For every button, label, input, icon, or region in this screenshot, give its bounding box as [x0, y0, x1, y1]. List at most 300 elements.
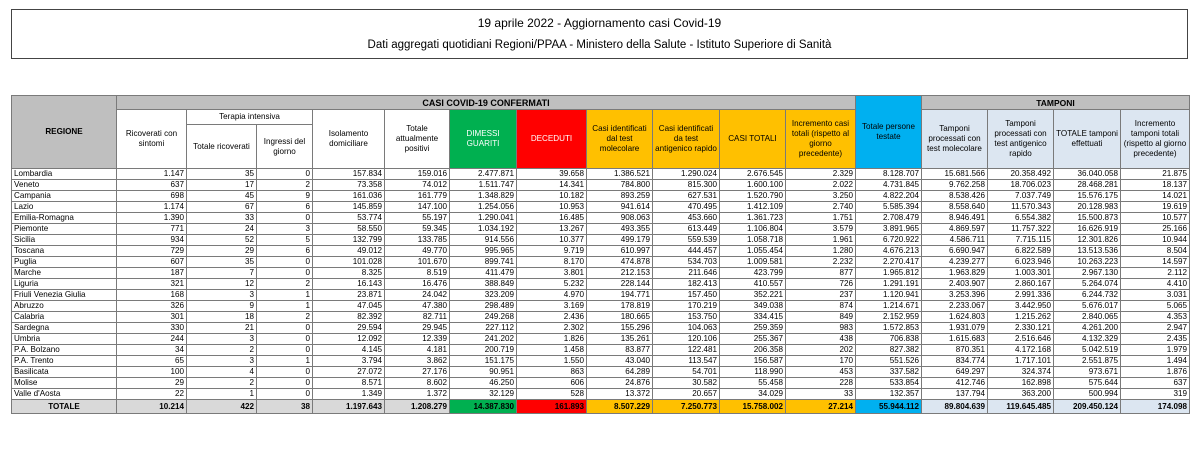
cell-isolamento: 157.834 — [313, 169, 385, 180]
cell-molecolare: 155.296 — [587, 323, 653, 334]
cell-deceduti: 8.170 — [517, 257, 587, 268]
cell-casi-totali: 423.799 — [720, 268, 786, 279]
cell-incremento: 202 — [786, 345, 856, 356]
cell-region-name: Veneto — [12, 180, 117, 191]
cell-ti-ingressi: 0 — [257, 334, 313, 345]
cell-ricoverati: 1.390 — [117, 213, 187, 224]
cell-incremento: 849 — [786, 312, 856, 323]
cell-persone-testate: 1.572.853 — [856, 323, 922, 334]
cell-region-name: Abruzzo — [12, 301, 117, 312]
cell-tamponi-molecolare: 8.946.491 — [922, 213, 988, 224]
cell-molecolare: 941.614 — [587, 202, 653, 213]
cell-tamponi-incremento: 25.166 — [1121, 224, 1190, 235]
cell-deceduti: 5.232 — [517, 279, 587, 290]
cell-tamponi-incremento: 10.944 — [1121, 235, 1190, 246]
cell-persone-testate: 1.291.191 — [856, 279, 922, 290]
cell-ti-ingressi: 0 — [257, 345, 313, 356]
cell-ti-totale: 1 — [187, 389, 257, 400]
total-ti-totale: 422 — [187, 400, 257, 414]
cell-ricoverati: 1.147 — [117, 169, 187, 180]
cell-ricoverati: 187 — [117, 268, 187, 279]
cell-dimessi: 32.129 — [450, 389, 517, 400]
cell-dimessi: 249.268 — [450, 312, 517, 323]
cell-ricoverati: 168 — [117, 290, 187, 301]
cell-region-name: Sicilia — [12, 235, 117, 246]
cell-region-name: Marche — [12, 268, 117, 279]
cell-tamponi-incremento: 319 — [1121, 389, 1190, 400]
cell-ricoverati: 771 — [117, 224, 187, 235]
table-row — [12, 356, 1190, 367]
cell-isolamento: 16.143 — [313, 279, 385, 290]
cell-tamponi-totale: 15.500.873 — [1054, 213, 1121, 224]
cell-antigenico: 453.660 — [653, 213, 720, 224]
cell-region-name: Valle d'Aosta — [12, 389, 117, 400]
table-row — [12, 389, 1190, 400]
cell-tamponi-totale: 500.994 — [1054, 389, 1121, 400]
col-header-dimessi: DIMESSI GUARITI — [450, 110, 517, 169]
cell-ti-ingressi: 6 — [257, 246, 313, 257]
cell-tamponi-totale: 2.967.130 — [1054, 268, 1121, 279]
cell-dimessi: 1.034.192 — [450, 224, 517, 235]
cell-positivi: 8.519 — [385, 268, 450, 279]
col-header-tamponi-incremento: Incremento tamponi totali (rispetto al giorno precedente) — [1121, 110, 1190, 169]
col-header-persone-testate: Totale persone testate — [856, 96, 922, 169]
cell-ti-ingressi: 0 — [257, 169, 313, 180]
cell-tamponi-antigenico: 20.358.492 — [988, 169, 1054, 180]
cell-dimessi: 388.849 — [450, 279, 517, 290]
cell-ti-ingressi: 0 — [257, 378, 313, 389]
cell-dimessi: 90.951 — [450, 367, 517, 378]
cell-persone-testate: 2.270.417 — [856, 257, 922, 268]
table-row — [12, 279, 1190, 290]
cell-positivi: 24.042 — [385, 290, 450, 301]
cell-tamponi-antigenico: 6.554.382 — [988, 213, 1054, 224]
cell-molecolare: 24.876 — [587, 378, 653, 389]
cell-molecolare: 180.665 — [587, 312, 653, 323]
report-source-subtitle: Dati aggregati quotidiani Regioni/PPAA - Ministero della Salute - Istituto Superiore di Sanità — [367, 39, 832, 51]
cell-persone-testate: 3.891.965 — [856, 224, 922, 235]
total-region-name: TOTALE — [12, 400, 117, 414]
cell-region-name: Campania — [12, 191, 117, 202]
cell-dimessi: 2.477.871 — [450, 169, 517, 180]
cell-tamponi-molecolare: 1.963.829 — [922, 268, 988, 279]
cell-isolamento: 1.349 — [313, 389, 385, 400]
cell-casi-totali: 1.009.581 — [720, 257, 786, 268]
cell-ti-totale: 35 — [187, 169, 257, 180]
cell-ti-totale: 2 — [187, 378, 257, 389]
cell-tamponi-incremento: 2.435 — [1121, 334, 1190, 345]
cell-molecolare: 64.289 — [587, 367, 653, 378]
cell-dimessi: 241.202 — [450, 334, 517, 345]
cell-ti-ingressi: 1 — [257, 290, 313, 301]
cell-ti-ingressi: 0 — [257, 257, 313, 268]
cell-isolamento: 29.594 — [313, 323, 385, 334]
cell-positivi: 16.476 — [385, 279, 450, 290]
cell-antigenico: 54.701 — [653, 367, 720, 378]
cell-dimessi: 323.209 — [450, 290, 517, 301]
col-header-casi-totali: CASI TOTALI — [720, 110, 786, 169]
cell-tamponi-antigenico: 7.037.749 — [988, 191, 1054, 202]
cell-molecolare: 228.144 — [587, 279, 653, 290]
cell-region-name: Lazio — [12, 202, 117, 213]
cell-antigenico: 120.106 — [653, 334, 720, 345]
cell-ricoverati: 1.174 — [117, 202, 187, 213]
cell-tamponi-totale: 5.042.519 — [1054, 345, 1121, 356]
cell-antigenico: 444.457 — [653, 246, 720, 257]
cell-ti-totale: 4 — [187, 367, 257, 378]
cell-positivi: 8.602 — [385, 378, 450, 389]
total-molecolare: 8.507.229 — [587, 400, 653, 414]
cell-persone-testate: 1.120.941 — [856, 290, 922, 301]
cell-positivi: 12.339 — [385, 334, 450, 345]
cell-isolamento: 23.871 — [313, 290, 385, 301]
cell-isolamento: 4.145 — [313, 345, 385, 356]
cell-antigenico: 182.413 — [653, 279, 720, 290]
cell-tamponi-molecolare: 412.746 — [922, 378, 988, 389]
cell-dimessi: 899.741 — [450, 257, 517, 268]
cell-deceduti: 9.719 — [517, 246, 587, 257]
cell-ti-totale: 21 — [187, 323, 257, 334]
cell-region-name: Sardegna — [12, 323, 117, 334]
cell-persone-testate: 2.708.479 — [856, 213, 922, 224]
col-header-regione: REGIONE — [12, 96, 117, 169]
cell-casi-totali: 1.106.804 — [720, 224, 786, 235]
cell-ti-ingressi: 6 — [257, 202, 313, 213]
cell-deceduti: 2.302 — [517, 323, 587, 334]
table-row — [12, 180, 1190, 191]
cell-ti-ingressi: 0 — [257, 213, 313, 224]
cell-tamponi-molecolare: 2.403.907 — [922, 279, 988, 290]
cell-incremento: 877 — [786, 268, 856, 279]
col-header-tamponi-antigenico: Tamponi processati con test antigenico rapido — [988, 110, 1054, 169]
cell-deceduti: 3.169 — [517, 301, 587, 312]
table-body — [12, 169, 1190, 414]
cell-dimessi: 298.489 — [450, 301, 517, 312]
col-header-tamponi-molecolare: Tamponi processati con test molecolare — [922, 110, 988, 169]
col-header-molecolare: Casi identificati dal test molecolare — [587, 110, 653, 169]
cell-antigenico: 211.646 — [653, 268, 720, 279]
report-header — [11, 9, 1188, 59]
cell-positivi: 29.945 — [385, 323, 450, 334]
cell-tamponi-molecolare: 8.558.640 — [922, 202, 988, 213]
cell-positivi: 4.181 — [385, 345, 450, 356]
cell-antigenico: 104.063 — [653, 323, 720, 334]
cell-region-name: Emilia-Romagna — [12, 213, 117, 224]
cell-molecolare: 1.386.521 — [587, 169, 653, 180]
cell-region-name: Friuli Venezia Giulia — [12, 290, 117, 301]
cell-incremento: 2.022 — [786, 180, 856, 191]
cell-positivi: 27.176 — [385, 367, 450, 378]
cell-tamponi-antigenico: 4.172.168 — [988, 345, 1054, 356]
cell-ti-totale: 7 — [187, 268, 257, 279]
cell-isolamento: 58.550 — [313, 224, 385, 235]
cell-ti-totale: 24 — [187, 224, 257, 235]
cell-tamponi-incremento: 10.577 — [1121, 213, 1190, 224]
cell-ricoverati: 100 — [117, 367, 187, 378]
cell-casi-totali: 34.029 — [720, 389, 786, 400]
cell-ti-totale: 45 — [187, 191, 257, 202]
cell-casi-totali: 2.676.545 — [720, 169, 786, 180]
cell-ricoverati: 301 — [117, 312, 187, 323]
cell-incremento: 3.250 — [786, 191, 856, 202]
cell-dimessi: 995.965 — [450, 246, 517, 257]
cell-positivi: 133.785 — [385, 235, 450, 246]
cell-persone-testate: 337.582 — [856, 367, 922, 378]
cell-incremento: 983 — [786, 323, 856, 334]
cell-antigenico: 20.657 — [653, 389, 720, 400]
cell-tamponi-antigenico: 7.715.115 — [988, 235, 1054, 246]
cell-tamponi-antigenico: 18.706.023 — [988, 180, 1054, 191]
cell-isolamento: 12.092 — [313, 334, 385, 345]
cell-incremento: 228 — [786, 378, 856, 389]
cell-deceduti: 4.970 — [517, 290, 587, 301]
cell-casi-totali: 349.038 — [720, 301, 786, 312]
cell-isolamento: 82.392 — [313, 312, 385, 323]
cell-ti-ingressi: 0 — [257, 367, 313, 378]
cell-tamponi-antigenico: 11.757.322 — [988, 224, 1054, 235]
cell-incremento: 1.961 — [786, 235, 856, 246]
cell-casi-totali: 1.600.100 — [720, 180, 786, 191]
cell-ti-ingressi: 9 — [257, 191, 313, 202]
total-ricoverati: 10.214 — [117, 400, 187, 414]
col-header-isolamento: Isolamento domiciliare — [313, 110, 385, 169]
cell-ti-totale: 67 — [187, 202, 257, 213]
cell-incremento: 438 — [786, 334, 856, 345]
cell-ricoverati: 22 — [117, 389, 187, 400]
cell-incremento: 2.232 — [786, 257, 856, 268]
cell-tamponi-incremento: 1.494 — [1121, 356, 1190, 367]
cell-tamponi-antigenico: 11.570.343 — [988, 202, 1054, 213]
cell-tamponi-antigenico: 3.442.950 — [988, 301, 1054, 312]
cell-tamponi-totale: 36.040.058 — [1054, 169, 1121, 180]
cell-casi-totali: 55.458 — [720, 378, 786, 389]
cell-tamponi-antigenico: 1.717.101 — [988, 356, 1054, 367]
cell-tamponi-molecolare: 4.586.711 — [922, 235, 988, 246]
cell-tamponi-totale: 973.671 — [1054, 367, 1121, 378]
cell-antigenico: 613.449 — [653, 224, 720, 235]
table-row — [12, 345, 1190, 356]
cell-tamponi-incremento: 21.875 — [1121, 169, 1190, 180]
cell-antigenico: 559.539 — [653, 235, 720, 246]
cell-region-name: P.A. Bolzano — [12, 345, 117, 356]
cell-region-name: Piemonte — [12, 224, 117, 235]
cell-ti-ingressi: 5 — [257, 235, 313, 246]
cell-positivi: 147.100 — [385, 202, 450, 213]
cell-antigenico: 113.547 — [653, 356, 720, 367]
cell-ti-totale: 29 — [187, 246, 257, 257]
total-persone-testate: 55.944.112 — [856, 400, 922, 414]
cell-isolamento: 8.325 — [313, 268, 385, 279]
cell-incremento: 170 — [786, 356, 856, 367]
cell-casi-totali: 334.415 — [720, 312, 786, 323]
cell-deceduti: 606 — [517, 378, 587, 389]
cell-isolamento: 27.072 — [313, 367, 385, 378]
cell-deceduti: 3.801 — [517, 268, 587, 279]
cell-dimessi: 151.175 — [450, 356, 517, 367]
cell-tamponi-incremento: 4.410 — [1121, 279, 1190, 290]
cell-persone-testate: 132.357 — [856, 389, 922, 400]
cell-tamponi-incremento: 1.979 — [1121, 345, 1190, 356]
cell-tamponi-totale: 12.301.826 — [1054, 235, 1121, 246]
total-ti-ingressi: 38 — [257, 400, 313, 414]
cell-tamponi-incremento: 4.353 — [1121, 312, 1190, 323]
table-row — [12, 246, 1190, 257]
table-row — [12, 213, 1190, 224]
table-row — [12, 323, 1190, 334]
cell-molecolare: 493.355 — [587, 224, 653, 235]
col-header-deceduti: DECEDUTI — [517, 110, 587, 169]
cell-isolamento: 49.012 — [313, 246, 385, 257]
table-row — [12, 224, 1190, 235]
cell-ricoverati: 607 — [117, 257, 187, 268]
cell-molecolare: 135.261 — [587, 334, 653, 345]
cell-molecolare: 212.153 — [587, 268, 653, 279]
cell-incremento: 874 — [786, 301, 856, 312]
cell-tamponi-incremento: 2.947 — [1121, 323, 1190, 334]
col-header-tamponi-totale: TOTALE tamponi effettuati — [1054, 110, 1121, 169]
cell-tamponi-totale: 4.132.329 — [1054, 334, 1121, 345]
cell-isolamento: 132.799 — [313, 235, 385, 246]
total-positivi: 1.208.279 — [385, 400, 450, 414]
cell-persone-testate: 6.720.922 — [856, 235, 922, 246]
cell-tamponi-incremento: 5.065 — [1121, 301, 1190, 312]
cell-tamponi-molecolare: 4.869.597 — [922, 224, 988, 235]
cell-tamponi-incremento: 637 — [1121, 378, 1190, 389]
cell-molecolare: 83.877 — [587, 345, 653, 356]
cell-region-name: Puglia — [12, 257, 117, 268]
cell-tamponi-totale: 5.676.017 — [1054, 301, 1121, 312]
cell-tamponi-incremento: 3.031 — [1121, 290, 1190, 301]
cell-deceduti: 10.377 — [517, 235, 587, 246]
cell-antigenico: 1.290.024 — [653, 169, 720, 180]
cell-antigenico: 153.750 — [653, 312, 720, 323]
cell-tamponi-molecolare: 9.762.258 — [922, 180, 988, 191]
cell-ti-ingressi: 2 — [257, 312, 313, 323]
cell-casi-totali: 352.221 — [720, 290, 786, 301]
cell-molecolare: 610.997 — [587, 246, 653, 257]
cell-tamponi-molecolare: 6.690.947 — [922, 246, 988, 257]
cell-tamponi-incremento: 2.112 — [1121, 268, 1190, 279]
cell-dimessi: 227.112 — [450, 323, 517, 334]
cell-antigenico: 157.450 — [653, 290, 720, 301]
cell-isolamento: 8.571 — [313, 378, 385, 389]
cell-tamponi-molecolare: 137.794 — [922, 389, 988, 400]
cell-region-name: P.A. Trento — [12, 356, 117, 367]
cell-molecolare: 13.372 — [587, 389, 653, 400]
cell-tamponi-molecolare: 1.615.683 — [922, 334, 988, 345]
cell-ti-totale: 35 — [187, 257, 257, 268]
cell-positivi: 3.862 — [385, 356, 450, 367]
cell-ti-totale: 9 — [187, 301, 257, 312]
cell-antigenico: 534.703 — [653, 257, 720, 268]
cell-casi-totali: 1.058.718 — [720, 235, 786, 246]
cell-deceduti: 2.436 — [517, 312, 587, 323]
cell-ti-ingressi: 2 — [257, 180, 313, 191]
total-tamponi-incremento: 174.098 — [1121, 400, 1190, 414]
cell-molecolare: 474.878 — [587, 257, 653, 268]
table-row — [12, 312, 1190, 323]
col-header-ti-ingressi: Ingressi del giorno — [257, 125, 313, 169]
cell-tamponi-incremento: 8.504 — [1121, 246, 1190, 257]
cell-incremento: 237 — [786, 290, 856, 301]
cell-region-name: Basilicata — [12, 367, 117, 378]
cell-tamponi-molecolare: 8.538.426 — [922, 191, 988, 202]
cell-dimessi: 411.479 — [450, 268, 517, 279]
table-row — [12, 268, 1190, 279]
cell-incremento: 3.579 — [786, 224, 856, 235]
cell-tamponi-antigenico: 363.200 — [988, 389, 1054, 400]
table-row — [12, 290, 1190, 301]
cell-dimessi: 46.250 — [450, 378, 517, 389]
cell-region-name: Calabria — [12, 312, 117, 323]
cell-ti-ingressi: 1 — [257, 301, 313, 312]
cell-tamponi-molecolare: 834.774 — [922, 356, 988, 367]
cell-persone-testate: 1.214.671 — [856, 301, 922, 312]
cell-positivi: 101.670 — [385, 257, 450, 268]
cell-ti-ingressi: 0 — [257, 323, 313, 334]
cell-tamponi-antigenico: 6.023.946 — [988, 257, 1054, 268]
cell-positivi: 159.016 — [385, 169, 450, 180]
cell-molecolare: 178.819 — [587, 301, 653, 312]
cell-tamponi-totale: 13.513.536 — [1054, 246, 1121, 257]
cell-persone-testate: 827.382 — [856, 345, 922, 356]
cell-isolamento: 53.774 — [313, 213, 385, 224]
table-row — [12, 301, 1190, 312]
total-deceduti: 161.893 — [517, 400, 587, 414]
cell-isolamento: 101.028 — [313, 257, 385, 268]
cell-ricoverati: 326 — [117, 301, 187, 312]
cell-deceduti: 39.658 — [517, 169, 587, 180]
cell-tamponi-molecolare: 649.297 — [922, 367, 988, 378]
cell-ti-ingressi: 0 — [257, 389, 313, 400]
cell-molecolare: 893.259 — [587, 191, 653, 202]
total-casi-totali: 15.758.002 — [720, 400, 786, 414]
cell-deceduti: 14.341 — [517, 180, 587, 191]
cell-positivi: 82.711 — [385, 312, 450, 323]
table-row — [12, 334, 1190, 345]
cell-tamponi-totale: 2.551.875 — [1054, 356, 1121, 367]
cell-ricoverati: 321 — [117, 279, 187, 290]
cell-tamponi-incremento: 14.597 — [1121, 257, 1190, 268]
cell-casi-totali: 1.055.454 — [720, 246, 786, 257]
cell-tamponi-antigenico: 1.003.301 — [988, 268, 1054, 279]
cell-antigenico: 815.300 — [653, 180, 720, 191]
cell-tamponi-molecolare: 2.233.067 — [922, 301, 988, 312]
cell-tamponi-antigenico: 2.516.646 — [988, 334, 1054, 345]
cell-ricoverati: 934 — [117, 235, 187, 246]
col-header-positivi: Totale attualmente positivi — [385, 110, 450, 169]
total-tamponi-molecolare: 89.804.639 — [922, 400, 988, 414]
total-isolamento: 1.197.643 — [313, 400, 385, 414]
cell-isolamento: 47.045 — [313, 301, 385, 312]
cell-incremento: 726 — [786, 279, 856, 290]
cell-deceduti: 10.182 — [517, 191, 587, 202]
cell-incremento: 1.280 — [786, 246, 856, 257]
cell-ricoverati: 330 — [117, 323, 187, 334]
cell-positivi: 59.345 — [385, 224, 450, 235]
cell-incremento: 33 — [786, 389, 856, 400]
cell-ti-totale: 2 — [187, 345, 257, 356]
cell-ricoverati: 244 — [117, 334, 187, 345]
cell-deceduti: 16.485 — [517, 213, 587, 224]
col-header-incremento: Incremento casi totali (rispetto al giorno precedente) — [786, 110, 856, 169]
cell-region-name: Toscana — [12, 246, 117, 257]
cell-persone-testate: 4.731.845 — [856, 180, 922, 191]
cell-tamponi-antigenico: 2.330.121 — [988, 323, 1054, 334]
cell-deceduti: 10.953 — [517, 202, 587, 213]
cell-ricoverati: 698 — [117, 191, 187, 202]
total-dimessi: 14.387.830 — [450, 400, 517, 414]
